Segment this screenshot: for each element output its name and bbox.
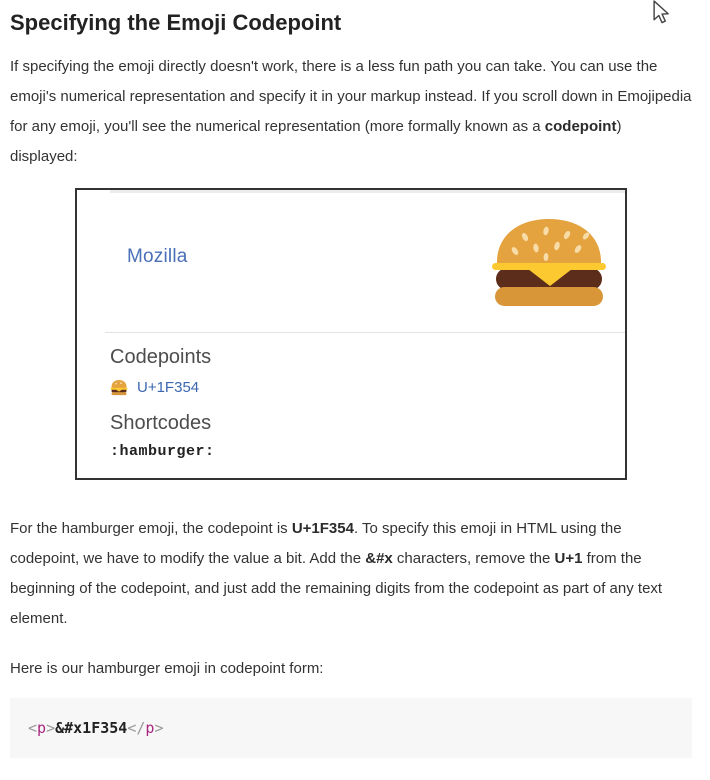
code-open-tag: p — [37, 719, 47, 737]
intro-text-before: If specifying the emoji directly doesn't work, there is a less fun path you can take. You can use the emoji's numerical representation and specify it in your markup instead. If you scroll down in Emojipedia for any emoji, you'll see the numerical representation (more formally known as a — [10, 58, 692, 135]
hamburger-emoji — [488, 212, 610, 307]
code-block — [10, 698, 692, 758]
explain-bold-entity-prefix: &#x — [365, 550, 393, 567]
hamburger-emoji-small — [110, 379, 128, 396]
intro-text-after: ) displayed: — [10, 118, 622, 165]
code-closing-open-angle: </ — [127, 719, 146, 737]
code-entity: &#x1F354 — [55, 719, 128, 737]
emojipedia-vendor-label: Mozilla — [127, 246, 188, 267]
arrow-cursor-icon — [652, 0, 670, 26]
code-open-angle: < — [28, 719, 38, 737]
screenshot-hero-section — [77, 190, 625, 332]
explain-bold-u-plus-1: U+1 — [554, 550, 583, 567]
explain-text-3: characters, remove the — [392, 550, 555, 567]
explanation-paragraph — [10, 514, 692, 634]
lead-in-paragraph: Here is our hamburger emoji in codepoint form: — [10, 660, 324, 677]
screenshot-meta-section — [77, 333, 625, 460]
emojipedia-screenshot — [75, 188, 627, 480]
codepoint-link: U+1F354 — [137, 378, 200, 396]
intro-paragraph — [10, 52, 692, 172]
intro-bold-codepoint: codepoint — [544, 118, 617, 135]
shortcode-value: :hamburger: — [110, 443, 215, 460]
code-close-angle: > — [46, 719, 56, 737]
codepoint-row — [110, 378, 625, 396]
page-title: Specifying the Emoji Codepoint — [10, 10, 342, 35]
shortcodes-heading: Shortcodes — [110, 412, 212, 434]
explain-text-2: . To specify this emoji in HTML using the codepoint, we have to modify the value a bit. Add the — [10, 520, 622, 567]
code-closing-tag: p — [145, 719, 155, 737]
code-closing-close-angle: > — [154, 719, 164, 737]
explain-text-4: from the beginning of the codepoint, and just add the remaining digits from the codepoint as part of any text element. — [10, 550, 663, 627]
codepoints-heading: Codepoints — [110, 346, 212, 368]
explain-bold-codepoint-value: U+1F354 — [291, 520, 354, 537]
explain-text-1: For the hamburger emoji, the codepoint is — [10, 520, 292, 537]
article-page — [0, 10, 710, 758]
